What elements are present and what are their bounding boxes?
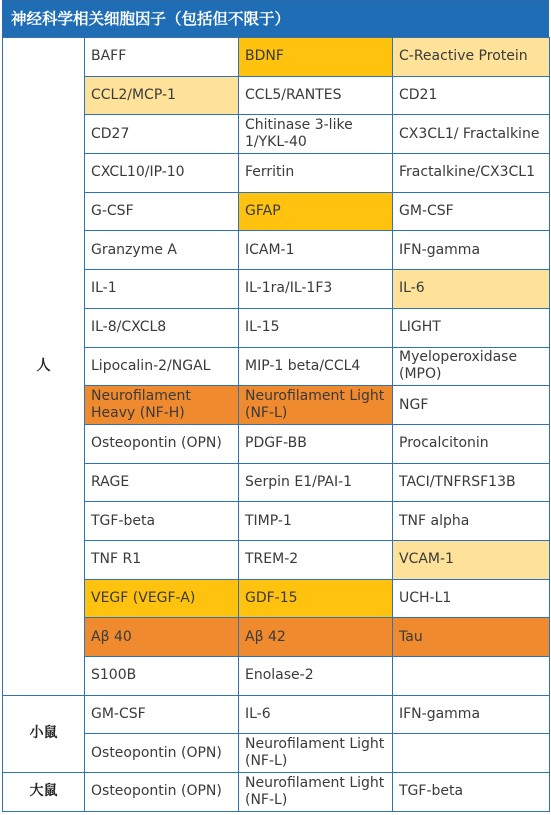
cytokine-cell: BDNF (239, 38, 393, 77)
cytokine-cell: Serpin E1/PAI-1 (239, 463, 393, 502)
cytokine-cell: Ferritin (239, 154, 393, 193)
cytokine-cell: Granzyme A (85, 231, 239, 270)
table-row (3, 192, 550, 231)
cytokine-cell: Neurofilament Light (NF-L) (239, 773, 393, 812)
cytokine-cell: MIP-1 beta/CCL4 (239, 347, 393, 386)
cytokine-cell: CXCL10/IP-10 (85, 154, 239, 193)
cytokine-cell: Procalcitonin (393, 424, 550, 463)
table-row (3, 773, 550, 812)
table-row (3, 308, 550, 347)
cytokine-cell: CCL2/MCP-1 (85, 76, 239, 115)
table-row (3, 38, 550, 77)
cytokine-cell: TNF R1 (85, 540, 239, 579)
cytokine-cell: Aβ 40 (85, 618, 239, 657)
cytokine-cell: TNF alpha (393, 502, 550, 541)
cytokine-cell: Aβ 42 (239, 618, 393, 657)
table-row (3, 347, 550, 386)
cytokine-cell: GDF-15 (239, 579, 393, 618)
cytokine-cell: Osteopontin (OPN) (85, 773, 239, 812)
cytokine-cell: IFN-gamma (393, 231, 550, 270)
cytokine-cell: CD21 (393, 76, 550, 115)
cytokine-cell: IL-15 (239, 308, 393, 347)
table-header (2, 0, 549, 37)
cytokine-table (2, 37, 550, 812)
cytokine-cell: CCL5/RANTES (239, 76, 393, 115)
cytokine-cell: Neurofilament Light (NF-L) (239, 386, 393, 425)
table-row (3, 270, 550, 309)
cytokine-cell: G-CSF (85, 192, 239, 231)
cytokine-cell: C-Reactive Protein (393, 38, 550, 77)
cytokine-cell: Chitinase 3-like 1/YKL-40 (239, 115, 393, 154)
table-row (3, 657, 550, 696)
cytokine-cell: IL-6 (393, 270, 550, 309)
table-row (3, 502, 550, 541)
cytokine-cell: LIGHT (393, 308, 550, 347)
cytokine-cell: TREM-2 (239, 540, 393, 579)
species-label: 小鼠 (3, 695, 85, 772)
table-row (3, 424, 550, 463)
cytokine-cell: RAGE (85, 463, 239, 502)
cytokine-cell: Myeloperoxidase (MPO) (393, 347, 550, 386)
table-row (3, 618, 550, 657)
cytokine-cell: GM-CSF (85, 695, 239, 734)
table-body (3, 38, 550, 812)
cytokine-cell: Lipocalin-2/NGAL (85, 347, 239, 386)
cytokine-cell: IL-1ra/IL-1F3 (239, 270, 393, 309)
cytokine-cell: GFAP (239, 192, 393, 231)
cytokine-cell: UCH-L1 (393, 579, 550, 618)
cytokine-cell: Osteopontin (OPN) (85, 734, 239, 773)
cytokine-cell: IL-1 (85, 270, 239, 309)
cytokine-cell: TACI/TNFRSF13B (393, 463, 550, 502)
cytokine-cell: GM-CSF (393, 192, 550, 231)
cytokine-cell: CX3CL1/ Fractalkine (393, 115, 550, 154)
cytokine-cell: TGF-beta (85, 502, 239, 541)
table-row (3, 734, 550, 773)
cytokine-cell: IFN-gamma (393, 695, 550, 734)
cytokine-cell: Neurofilament Light (NF-L) (239, 734, 393, 773)
species-label: 人 (3, 38, 85, 696)
cytokine-panel (2, 0, 549, 812)
cytokine-cell: Osteopontin (OPN) (85, 424, 239, 463)
cytokine-cell: VCAM-1 (393, 540, 550, 579)
cytokine-cell: Tau (393, 618, 550, 657)
table-title: 神经科学相关细胞因子（包括但不限于） (11, 10, 291, 28)
cytokine-cell (393, 657, 550, 696)
table-row (3, 695, 550, 734)
table-row (3, 386, 550, 425)
species-label: 大鼠 (3, 773, 85, 812)
cytokine-cell: CD27 (85, 115, 239, 154)
cytokine-cell: IL-6 (239, 695, 393, 734)
table-row (3, 463, 550, 502)
cytokine-cell: S100B (85, 657, 239, 696)
table-row (3, 579, 550, 618)
cytokine-cell: ICAM-1 (239, 231, 393, 270)
cytokine-cell: VEGF (VEGF-A) (85, 579, 239, 618)
cytokine-cell: PDGF-BB (239, 424, 393, 463)
cytokine-cell: TIMP-1 (239, 502, 393, 541)
table-row (3, 540, 550, 579)
cytokine-cell: Enolase-2 (239, 657, 393, 696)
cytokine-cell: NGF (393, 386, 550, 425)
table-row (3, 154, 550, 193)
table-row (3, 76, 550, 115)
table-row (3, 231, 550, 270)
table-row (3, 115, 550, 154)
cytokine-cell: IL-8/CXCL8 (85, 308, 239, 347)
cytokine-cell: Neurofilament Heavy (NF-H) (85, 386, 239, 425)
cytokine-cell: TGF-beta (393, 773, 550, 812)
cytokine-cell: Fractalkine/CX3CL1 (393, 154, 550, 193)
cytokine-cell (393, 734, 550, 773)
cytokine-cell: BAFF (85, 38, 239, 77)
